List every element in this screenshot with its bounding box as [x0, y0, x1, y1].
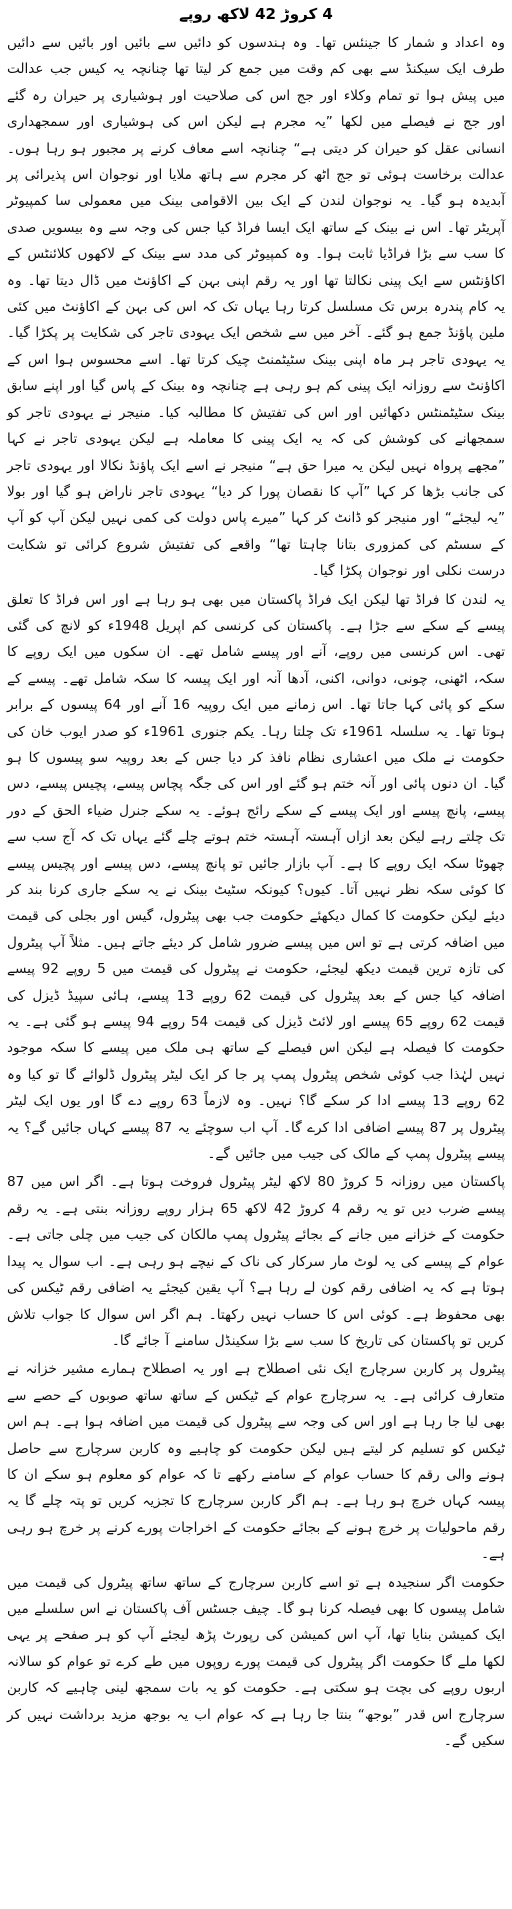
article-paragraph-1: وہ اعداد و شمار کا جینئس تھا۔ وہ ہندسوں کو دائیں سے بائیں اور بائیں سے دائیں طرف ایک سیکنڈ سے بھی کم وقت میں جمع کر لیتا تھا چنانچہ یہ کیس جب عدالت میں پیش ہوا تو تمام وکلاء اور جج اس کی صلاحیت اور ہوشیاری پر حیران رہ گئے اور جج نے فیصلے میں لکھا ”یہ مجرم ہے لیکن اس کی ہوشیاری اور سمجھداری انسانی عقل کو حیران کر دیتی ہے“ چنانچہ اسے معاف کرنے پر مجبور ہو رہا ہوں۔ عدالت برخاست ہوئی تو جج اٹھ کر مجرم سے ہاتھ ملایا اور نوجوان اس پذیرائی پر آبدیدہ ہو گیا۔ یہ نوجوان لندن کے ایک بین الاقوامی بینک میں معمولی سا کمپیوٹر آپریٹر تھا۔ اس نے بینک کے ساتھ ایک ایسا فراڈ کیا جس کی وجہ سے وہ بیسویں صدی کا سب سے بڑا فراڈیا ثابت ہوا۔ وہ کمپیوٹر کی مدد سے بینک کے لاکھوں کلائنٹس کے اکاؤنٹس سے ایک پینی نکالتا تھا اور یہ رقم اپنی بہن کے اکاؤنٹ میں ڈال دیتا تھا۔ وہ یہ کام پندرہ برس تک مسلسل کرتا رہا یہاں تک کہ اس کی بہن کے اکاؤنٹ میں کئی ملین پاؤنڈ جمع ہو گئے۔ آخر میں سے شخص ایک یہودی تاجر کی شکایت پر پکڑا گیا۔ یہ یہودی تاجر ہر ماہ اپنی بینک سٹیٹمنٹ چیک کرتا تھا۔ اسے محسوس ہوا اس کے اکاؤنٹ سے روزانہ ایک پینی کم ہو رہی ہے چنانچہ وہ بینک کے پاس گیا اور اپنے سابق بینک سٹیٹمنٹس دکھائیں اور اس کی تفتیش کا مطالبہ کیا۔ منیجر نے یہودی تاجر کو سمجھانے کی کوشش کی کہ یہ ایک پینی کا معاملہ ہے لیکن یہودی تاجر نے کہا ”مجھے پرواہ نہیں لیکن یہ میرا حق ہے“ منیجر نے اسے ایک پاؤنڈ نکالا اور یہودی تاجر کی جانب بڑھا کر کہا ”آپ کا نقصان پورا کر دیا“ یہودی تاجر ناراض ہو گیا اور بولا ”یہ لیجئے“ اور منیجر کو ڈانٹ کر کہا ”میرے پاس دولت کی کمی نہیں لیکن آپ کو آپ کے سسٹم کی کمزوری بتانا چاہتا تھا“ واقعے کی تفتیش شروع کرائی تو شکایت درست نکلی اور نوجوان پکڑا گیا۔ [7, 35, 505, 580]
article-paragraph-5: حکومت اگر سنجیدہ ہے تو اسے کاربن سرچارج کے ساتھ ساتھ پیٹرول کی قیمت میں شامل پیسوں کا بھی فیصلہ کرنا ہو گا۔ چیف جسٹس آف پاکستان نے اس سلسلے میں ایک کمیشن بنایا تھا، آپ اس کمیشن کی رپورٹ پڑھ لیجئے آپ کو ہر صفحے پر یہی لکھا ملے گا حکومت اگر پیٹرول کی قیمت پورے روپوں میں طے کرے تو عوام کو سالانہ اربوں روپے کی بچت ہو سکتی ہے۔ حکومت کو یہ بات سمجھ لینی چاہیے کہ کاربن سرچارج اس قدر ”بوجھ“ بنتا جا رہا ہے کہ عوام اب یہ بوجھ مزید برداشت نہیں کر سکیں گے۔ [7, 1574, 505, 1749]
article [7, 0, 505, 1754]
article-headline: 4 کروڑ 42 لاکھ روپے [179, 5, 333, 23]
article-paragraph-4: پیٹرول پر کاربن سرچارج ایک نئی اصطلاح ہے اور یہ اصطلاح ہمارے مشیر خزانہ نے متعارف کرائی ہے۔ یہ سرچارج عوام کے ٹیکس کے ساتھ ساتھ صوبوں کے حصے سے بھی لیا جا رہا ہے اور اس کی وجہ سے پیٹرول کی قیمت میں اضافہ ہوا ہے۔ ہم اس ٹیکس کو تسلیم کر لیتے ہیں لیکن حکومت کو چاہیے وہ کاربن سرچارج سے حاصل ہونے والی رقم کا حساب عوام کے سامنے رکھے تا کہ عوام کو معلوم ہو سکے ان کا پیسہ کہاں خرچ ہو رہا ہے۔ ہم اگر کاربن سرچارج کا تجزیہ کریں تو پتہ چلے گا یہ رقم ماحولیات پر خرچ ہونے کے بجائے حکومت کے اخراجات پورے کرنے پر خرچ ہو رہی ہے۔ [7, 1361, 505, 1563]
article-paragraph-2: یہ لندن کا فراڈ تھا لیکن ایک فراڈ پاکستان میں بھی ہو رہا ہے اور اس فراڈ کا تعلق پیسے کے سکے سے جڑا ہے۔ پاکستان کی کرنسی کم اپریل 1948ء کو لانچ کی گئی تھی۔ اس کرنسی میں روپے، آنے اور پیسے شامل تھے۔ ان سکوں میں ایک روپے کا سکہ، اٹھنی، چونی، دوانی، اکنی، آدھا آنہ اور ایک پیسہ کا سکہ شامل تھے۔ پیسے کے سکے کو پائی کہا جاتا تھا۔ اس زمانے میں ایک روپیہ 16 آنے اور 64 پیسوں کے برابر ہوتا تھا۔ یہ سلسلہ 1961ء تک چلتا رہا۔ یکم جنوری 1961ء کو صدر ایوب خان کی حکومت نے ملک میں اعشاری نظام نافذ کر دیا جس کے بعد روپیہ سو پیسوں کا ہو گیا۔ ان دنوں پائی اور آنہ ختم ہو گئے اور اس کی جگہ پچاس پیسے، پچیس پیسے، دس پیسے، پانچ پیسے اور ایک پیسے کے سکے رائج ہوئے۔ یہ سکے جنرل ضیاء الحق کے دور تک چلتے رہے لیکن بعد ازاں آہستہ آہستہ ختم ہوتے چلے گئے یہاں تک کہ آج سب سے چھوٹا سکہ ایک روپے کا ہے۔ آپ بازار جائیں تو پانچ پیسے، دس پیسے اور پچیس پیسے کا کوئی سکہ نظر نہیں آتا۔ کیوں؟ کیونکہ سٹیٹ بینک نے یہ سکے جاری کرنا بند کر دیئے لیکن حکومت کا کمال دیکھئے حکومت جب بھی پیٹرول، گیس اور بجلی کی قیمت میں اضافہ کرتی ہے تو اس میں پیسے ضرور شامل کر دیئے جاتے ہیں۔ مثلاً آپ پیٹرول کی تازہ ترین قیمت دیکھ لیجئے، حکومت نے پیٹرول کی قیمت میں 5 روپے 92 پیسے اضافہ کیا جس کے بعد پیٹرول کی قیمت 62 روپے 13 پیسے، ہائی سپیڈ ڈیزل کی قیمت 62 روپے 65 پیسے اور لائٹ ڈیزل کی قیمت 54 روپے 94 پیسے ہو گئی ہے۔ یہ حکومت کا فیصلہ ہے لیکن اس فیصلے کے ساتھ ہی ملک میں پیسے کا سکہ موجود نہیں لہٰذا جب کوئی شخص پیٹرول پمپ پر جا کر ایک لیٹر پیٹرول ڈلوائے گا تو کیا وہ 62 روپے 13 پیسے ادا کر سکے گا؟ نہیں۔ وہ لازماً 63 روپے دے گا اور یوں ایک لیٹر پیٹرول پر 87 پیسے اضافی ادا کرے گا۔ آپ اب سوچئے یہ 87 پیسے کہاں جائیں گے؟ یہ پیسے پیٹرول پمپ کے مالک کی جیب میں جائیں گے۔ [7, 591, 506, 1163]
article-paragraph-3: پاکستان میں روزانہ 5 کروڑ 80 لاکھ لیٹر پیٹرول فروخت ہوتا ہے۔ اگر اس میں 87 پیسے ضرب دیں تو یہ رقم 4 کروڑ 42 لاکھ 65 ہزار روپے روزانہ بنتی ہے۔ یہ رقم حکومت کے خزانے میں جانے کے بجائے پیٹرول پمپ مالکان کی جیب میں چلی جاتی ہے۔ عوام کے پیسے کی یہ لوٹ مار سرکار کی ناک کے نیچے ہو رہی ہے۔ اب سوال یہ پیدا ہوتا ہے کہ یہ اضافی رقم کون لے رہا ہے؟ آپ یقین کیجئے یہ اضافی رقم ٹیکس کی بھی محفوظ ہے۔ کوئی اس کا حساب نہیں رکھتا۔ ہم اگر اس سوال کا جواب تلاش کریں تو پاکستان کی تاریخ کا سب سے بڑا سکینڈل سامنے آ جائے گا۔ [7, 1174, 505, 1349]
